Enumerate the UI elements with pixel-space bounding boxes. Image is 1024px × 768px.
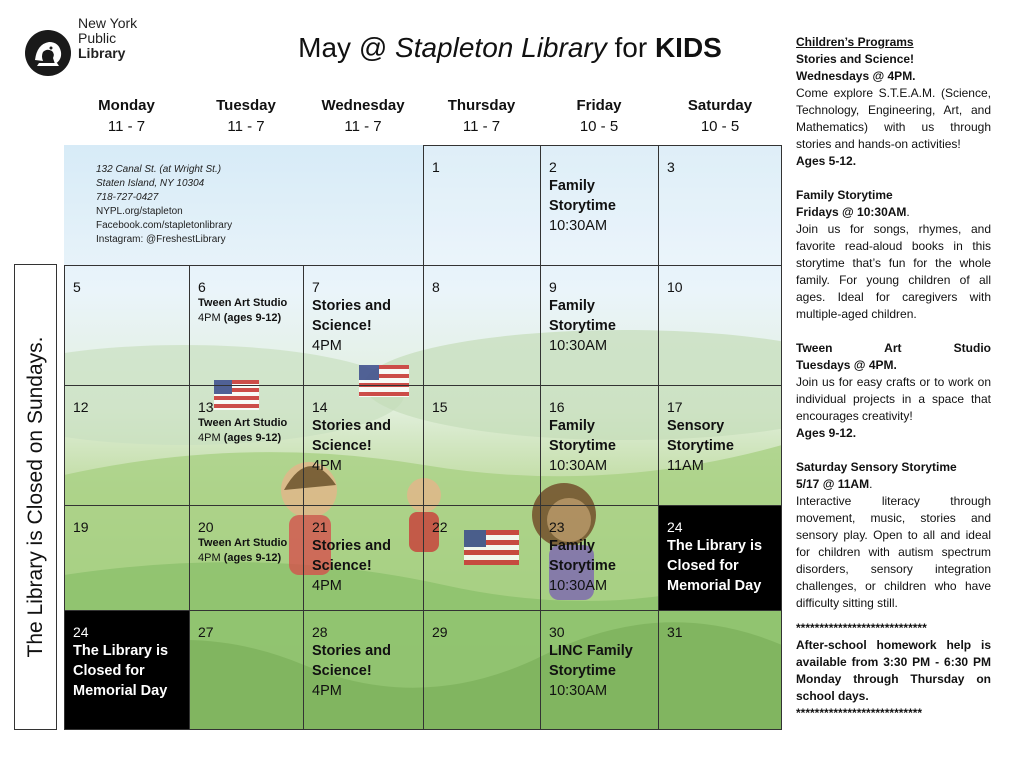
weekday-headers [64, 90, 782, 145]
calendar-day-16 [540, 385, 659, 506]
program-description: Join us for songs, rhymes, and favorite read-aloud books in this storytime that’s fun for the whole family. For young children of all ages. Ideal for caregivers with multiple-aged children. [796, 222, 991, 321]
sunday-closed-text: The Library is Closed on Sundays. [23, 336, 47, 658]
calendar-day-6 [189, 265, 304, 386]
logo-line-2: Public [78, 30, 117, 46]
day-number: 20 [198, 519, 214, 535]
event-title: Stories and Science! [312, 643, 391, 679]
calendar [64, 90, 782, 730]
program-schedule: Fridays @ 10:30AM [796, 205, 907, 219]
event-time [198, 311, 295, 326]
event-time: 4PM [312, 683, 342, 699]
program-description: Come explore S.T.E.A.M. (Science, Technology, Engineering, Art, and Mathematics) with us through stories and hands-on activities! [796, 86, 991, 151]
calendar-day-12 [64, 385, 190, 506]
calendar-day-21 [303, 505, 424, 611]
closed-notice: The Library is Closed for Memorial Day [73, 643, 169, 699]
program-title: Saturday Sensory Storytime [796, 460, 957, 474]
event-title: Stories and Science! [312, 298, 391, 334]
event-title: Tween Art Studio [198, 537, 288, 549]
day-number: 10 [667, 279, 683, 295]
event-time-value: 4PM [198, 432, 221, 444]
day-number: 23 [549, 519, 565, 535]
calendar-day-10 [658, 265, 782, 386]
header-wednesday [303, 95, 423, 137]
address-street: 132 Canal St. (at Wright St.) [96, 164, 222, 175]
event-ages: (ages 9-12) [223, 552, 282, 564]
calendar-day-24-monday [64, 610, 190, 730]
event-title: Family Storytime [549, 178, 616, 214]
sunday-closed-note [14, 264, 57, 730]
calendar-day-2 [540, 145, 659, 266]
logo-line-1: New York [78, 15, 138, 31]
day-number: 27 [198, 624, 214, 640]
title-library: Stapleton Library [395, 32, 607, 63]
calendar-day-14 [303, 385, 424, 506]
address-instagram: Instagram: @FreshestLibrary [96, 234, 226, 245]
header-monday [64, 95, 189, 137]
event-time: 10:30AM [549, 218, 608, 234]
header-saturday [658, 95, 782, 137]
header-friday [540, 95, 658, 137]
calendar-day-31 [658, 610, 782, 730]
program-description: Join us for easy crafts or to work on individual projects in a space that encourages creativity! [796, 375, 991, 423]
day-hours: 11 - 7 [344, 118, 382, 135]
calendar-day-15 [423, 385, 541, 506]
event-title: Tween Art Studio [198, 297, 288, 309]
library-address [96, 163, 232, 247]
day-number: 12 [73, 399, 89, 415]
program-ages: Ages 9-12. [796, 426, 857, 440]
programs-sidebar: Children’s Programs Stories and Science! Wednesdays @ 4PM. Come explore S.T.E.A.M. (Science, Technology, Engineering, Art, and Mathematics) with us through stories and hands-on activities! Ages 5-12. Family Storytime Fridays @ 10:30AM. Join us for songs, rhymes, and favorite read-aloud books in this storytime that’s fun for the whole family. For young children of all ages. Ideal for caregivers with multiple-aged children. Tween Art Studio Tuesdays @ 4PM. Join us for easy crafts or to work on individual projects in a space that encourages creativity! Ages 9-12. Saturday Sensory Storytime 5/17 @ 11AM. Interactive literacy through movement, music, stories and sensory play. Open to all and ideal for children with autism spectrum disorders, sensory integration challenges, or children who have difficulty sitting still. **************************** After-school homework help is available from 3:30 PM - 6:30 PM Monday through Thursday on school days. *************************** [796, 35, 991, 720]
calendar-day-9 [540, 265, 659, 386]
homework-help-note: After-school homework help is available from 3:30 PM - 6:30 PM Monday through Thursday on school days. [796, 638, 991, 703]
day-number: 22 [432, 519, 448, 535]
calendar-day-30 [540, 610, 659, 730]
day-number: 19 [73, 519, 89, 535]
day-name: Thursday [447, 97, 516, 114]
calendar-day-17 [658, 385, 782, 506]
day-number: 5 [73, 279, 81, 295]
event-time: 4PM [312, 458, 342, 474]
program-title: Tween Art Studio [796, 341, 991, 355]
event-title: Sensory Storytime [667, 418, 734, 454]
sidebar-heading: Children’s Programs [796, 35, 914, 49]
calendar-day-7 [303, 265, 424, 386]
divider-stars: **************************** [796, 621, 927, 635]
day-hours: 10 - 5 [700, 118, 740, 135]
address-web: NYPL.org/stapleton [96, 206, 183, 217]
day-name: Tuesday [216, 97, 276, 114]
day-number: 24 [667, 519, 683, 535]
day-number: 21 [312, 519, 328, 535]
event-title: Tween Art Studio [198, 417, 288, 429]
calendar-day-22 [423, 505, 541, 611]
event-time: 10:30AM [549, 338, 608, 354]
day-number: 1 [432, 159, 440, 175]
program-schedule: Wednesdays @ 4PM. [796, 69, 916, 83]
day-number: 14 [312, 399, 328, 415]
header-thursday [423, 95, 540, 137]
program-title: Stories and Science! [796, 52, 915, 66]
day-number: 31 [667, 624, 683, 640]
event-title: Family Storytime [549, 418, 616, 454]
page-title [230, 30, 790, 66]
logo-line-3: Library [78, 45, 126, 61]
day-number: 17 [667, 399, 683, 415]
event-time: 4PM [312, 578, 342, 594]
day-number: 28 [312, 624, 328, 640]
day-number: 7 [312, 279, 320, 295]
calendar-day-1 [423, 145, 541, 266]
event-time: 10:30AM [549, 683, 608, 699]
title-audience: KIDS [654, 32, 722, 63]
event-time-value: 4PM [198, 552, 221, 564]
event-time [198, 431, 295, 446]
day-number: 3 [667, 159, 675, 175]
calendar-day-28 [303, 610, 424, 730]
day-number: 6 [198, 279, 206, 295]
event-title: Family Storytime [549, 538, 616, 574]
day-number: 8 [432, 279, 440, 295]
program-title: Family Storytime [796, 188, 893, 202]
calendar-day-24-saturday [658, 505, 782, 611]
event-time: 11AM [667, 458, 704, 474]
day-name: Monday [98, 97, 155, 114]
day-number: 9 [549, 279, 557, 295]
day-number: 16 [549, 399, 565, 415]
calendar-day-8 [423, 265, 541, 386]
day-number: 30 [549, 624, 565, 640]
header-tuesday [189, 95, 303, 137]
day-hours: 11 - 7 [107, 118, 146, 135]
program-description: Interactive literacy through movement, music, stories and sensory play. Open to all and ideal for children with autism spectrum disorders, sensory integration challenges, or children who have difficulty sitting still. [796, 494, 991, 610]
day-number: 29 [432, 624, 448, 640]
event-time [198, 551, 295, 566]
event-time: 4PM [312, 338, 342, 354]
program-ages: Ages 5-12. [796, 154, 857, 168]
day-number: 13 [198, 399, 214, 415]
closed-notice: The Library is Closed for Memorial Day [667, 538, 763, 594]
nypl-logo-text [78, 16, 137, 61]
title-prefix: May @ [298, 32, 396, 63]
lion-icon [25, 30, 71, 76]
calendar-day-27 [189, 610, 304, 730]
calendar-day-3 [658, 145, 782, 266]
event-title: Stories and Science! [312, 418, 391, 454]
divider-stars: *************************** [796, 706, 923, 720]
event-title: LINC Family Storytime [549, 643, 633, 679]
day-name: Wednesday [321, 97, 405, 114]
event-title: Family Storytime [549, 298, 616, 334]
calendar-day-23 [540, 505, 659, 611]
address-phone: 718-727-0427 [96, 192, 159, 203]
nypl-logo [25, 30, 71, 76]
day-number: 24 [73, 624, 89, 640]
calendar-day-5 [64, 265, 190, 386]
calendar-day-13 [189, 385, 304, 506]
address-facebook: Facebook.com/stapletonlibrary [96, 220, 233, 231]
day-number: 15 [432, 399, 448, 415]
day-hours: 11 - 7 [462, 118, 501, 135]
calendar-day-19 [64, 505, 190, 611]
event-time: 10:30AM [549, 578, 608, 594]
calendar-day-29 [423, 610, 541, 730]
day-hours: 10 - 5 [579, 118, 619, 135]
day-name: Saturday [687, 97, 753, 114]
event-ages: (ages 9-12) [223, 312, 282, 324]
program-schedule: Tuesdays @ 4PM. [796, 358, 897, 372]
event-time: 10:30AM [549, 458, 608, 474]
day-name: Friday [576, 97, 622, 114]
event-time-value: 4PM [198, 312, 221, 324]
event-title: Stories and Science! [312, 538, 391, 574]
calendar-day-20 [189, 505, 304, 611]
day-number: 2 [549, 159, 557, 175]
title-middle: for [606, 32, 655, 63]
program-schedule: 5/17 @ 11AM [796, 477, 870, 491]
day-hours: 11 - 7 [227, 118, 265, 135]
address-city: Staten Island, NY 10304 [96, 178, 205, 189]
event-ages: (ages 9-12) [223, 432, 282, 444]
